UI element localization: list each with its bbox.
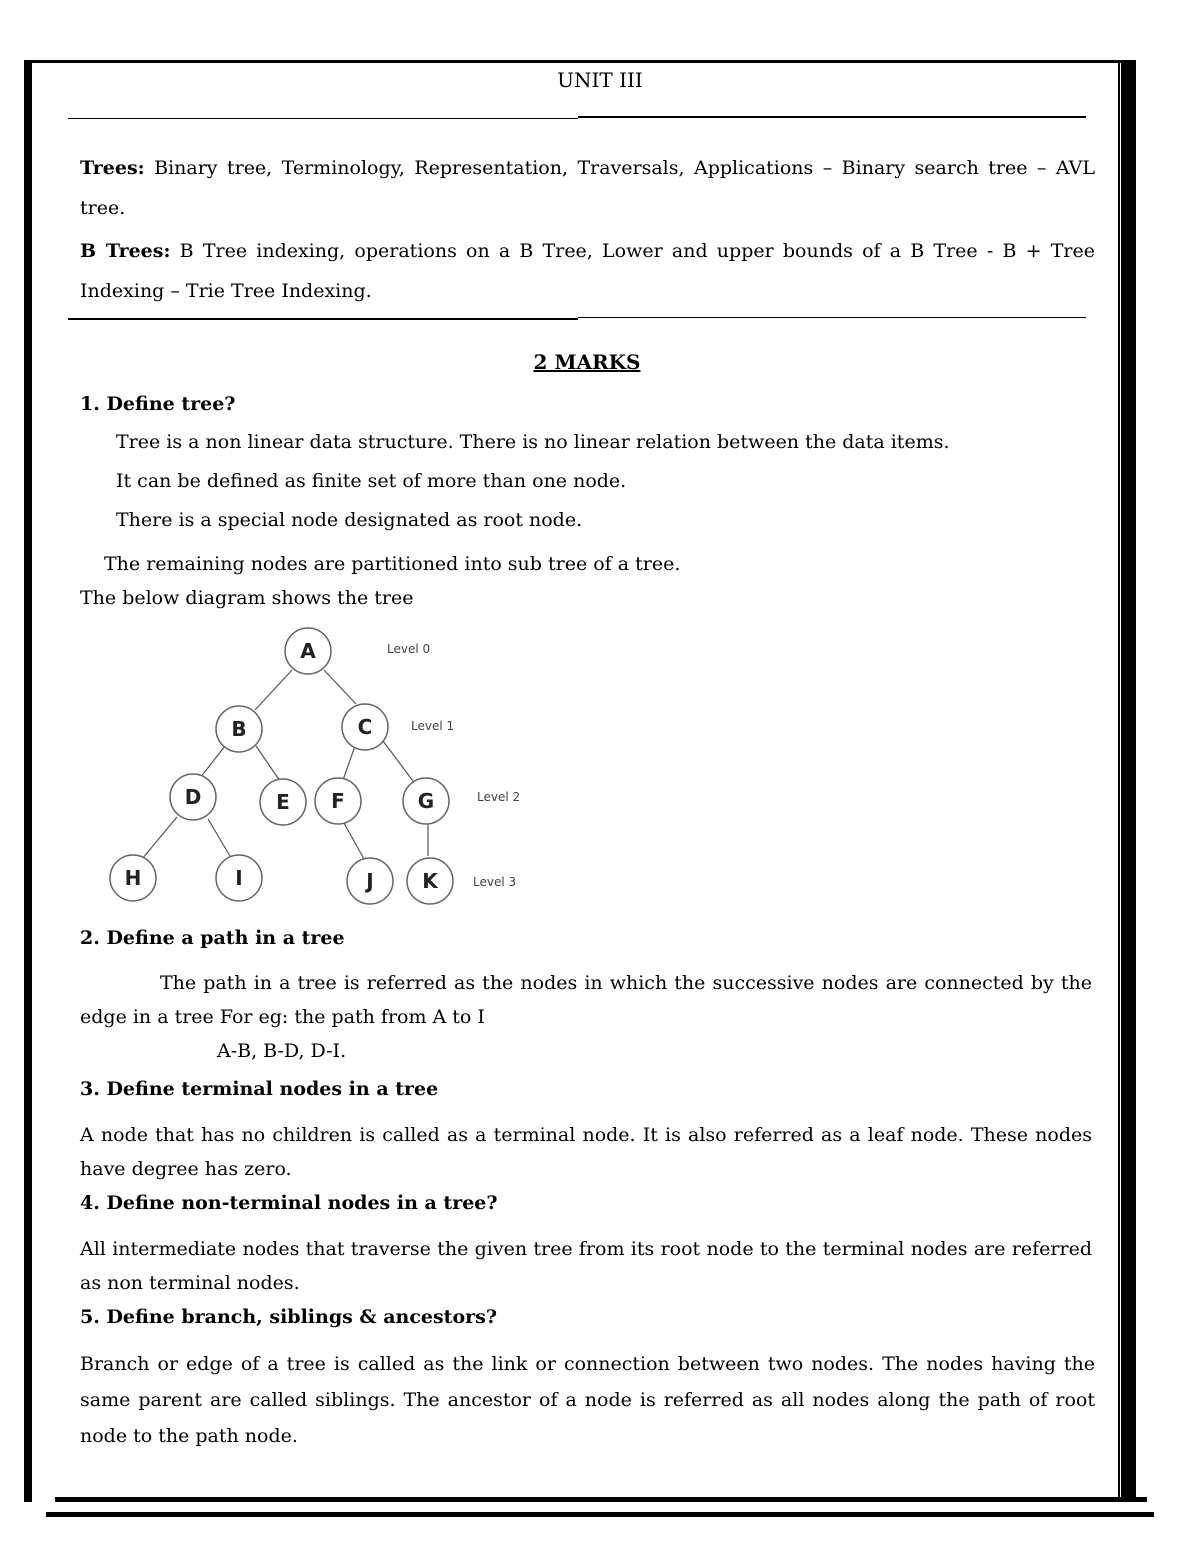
q3-answer: A node that has no children is called as a terminal node. It is also referred as a leaf node. These nodes have degree has zero. bbox=[80, 1124, 1092, 1180]
syllabus-btrees-label: B Trees: bbox=[80, 240, 171, 262]
syllabus-btrees bbox=[80, 231, 1095, 311]
level-2-label: Level 2 bbox=[477, 790, 521, 804]
page-border-left bbox=[24, 60, 32, 1502]
header-rule-right bbox=[578, 116, 1086, 118]
tree-node-d bbox=[170, 774, 216, 820]
tree-node-label: C bbox=[357, 715, 373, 739]
q2-example: A-B, B-D, D-I. bbox=[217, 1040, 347, 1062]
tree-node-label: K bbox=[422, 869, 438, 893]
q3-question: 3. Define terminal nodes in a tree bbox=[80, 1078, 439, 1100]
tree-node-j bbox=[347, 858, 393, 904]
page-border-right-inner bbox=[1118, 60, 1120, 1502]
q1-line-2: It can be defined as finite set of more than one node. bbox=[116, 470, 627, 492]
tree-node-label: F bbox=[331, 789, 345, 813]
tree-node-label: A bbox=[300, 639, 316, 663]
syllabus-trees-text: Binary tree, Terminology, Representation, Traversals, Applications – Binary search tree – AVL tree. bbox=[80, 157, 1095, 219]
edge-f-j bbox=[344, 823, 364, 859]
syllabus-btrees-text: B Tree indexing, operations on a B Tree, Lower and upper bounds of a B Tree - B + Tree Indexing – Trie Tree Indexing. bbox=[80, 240, 1095, 302]
level-1-label: Level 1 bbox=[411, 719, 455, 733]
tree-node-c bbox=[342, 704, 388, 750]
edge-c-g bbox=[383, 741, 413, 781]
tree-node-b bbox=[216, 706, 262, 752]
tree-node-k bbox=[407, 858, 453, 904]
q1-line-1: Tree is a non linear data structure. There is no linear relation between the data items. bbox=[116, 431, 950, 453]
syllabus-trees bbox=[80, 148, 1095, 228]
q1-line-5: The below diagram shows the tree bbox=[80, 587, 414, 609]
q5-question: 5. Define branch, siblings & ancestors? bbox=[80, 1306, 497, 1328]
tree-node-label: G bbox=[417, 789, 435, 813]
tree-diagram bbox=[100, 620, 540, 910]
syllabus-rule-right bbox=[578, 317, 1086, 318]
syllabus-rule-left bbox=[68, 318, 578, 320]
q5-answer: Branch or edge of a tree is called as the link or connection between two nodes. The nodes having the same parent are called siblings. The ancestor of a node is referred as all nodes along the path of root node to the path node. bbox=[80, 1353, 1095, 1447]
q1-line-3: There is a special node designated as root node. bbox=[116, 509, 583, 531]
edge-b-d bbox=[200, 746, 225, 778]
edge-a-b bbox=[255, 670, 292, 710]
tree-node-h bbox=[110, 855, 156, 901]
q2-question: 2. Define a path in a tree bbox=[80, 927, 345, 949]
q1-question: 1. Define tree? bbox=[80, 393, 236, 415]
edge-b-e bbox=[256, 746, 280, 781]
syllabus-trees-label: Trees: bbox=[80, 157, 145, 179]
tree-node-f bbox=[315, 778, 361, 824]
edge-d-i bbox=[208, 819, 230, 856]
unit-title: UNIT III bbox=[557, 68, 643, 92]
edge-d-h bbox=[142, 817, 177, 859]
level-3-label: Level 3 bbox=[473, 875, 517, 889]
q4-answer: All intermediate nodes that traverse the given tree from its root node to the terminal nodes are referred as non terminal nodes. bbox=[80, 1238, 1092, 1294]
q4-question: 4. Define non-terminal nodes in a tree? bbox=[80, 1192, 498, 1214]
tree-node-label: E bbox=[276, 790, 290, 814]
tree-node-e bbox=[260, 779, 306, 825]
tree-node-g bbox=[403, 778, 449, 824]
edge-c-f bbox=[343, 746, 355, 780]
page-border-bottom bbox=[55, 1497, 1147, 1502]
q1-line-4: The remaining nodes are partitioned into sub tree of a tree. bbox=[104, 553, 681, 575]
page-border-bottom-outer bbox=[46, 1512, 1154, 1517]
tree-node-label: H bbox=[124, 866, 142, 890]
tree-node-label: D bbox=[184, 785, 202, 809]
tree-node-label: I bbox=[235, 866, 243, 890]
tree-node-label: J bbox=[366, 869, 374, 893]
page-border-top bbox=[24, 60, 1136, 63]
tree-node-a bbox=[285, 628, 331, 674]
level-0-label: Level 0 bbox=[387, 642, 431, 656]
tree-node-label: B bbox=[231, 717, 247, 741]
page-border-right bbox=[1121, 60, 1136, 1502]
edge-a-c bbox=[324, 670, 356, 704]
q2-answer: The path in a tree is referred as the nodes in which the successive nodes are connected by the edge in a tree For eg: the path from A to I bbox=[80, 972, 1092, 1028]
tree-node-i bbox=[216, 855, 262, 901]
marks-heading: 2 MARKS bbox=[533, 350, 641, 374]
header-rule-left bbox=[68, 118, 578, 119]
